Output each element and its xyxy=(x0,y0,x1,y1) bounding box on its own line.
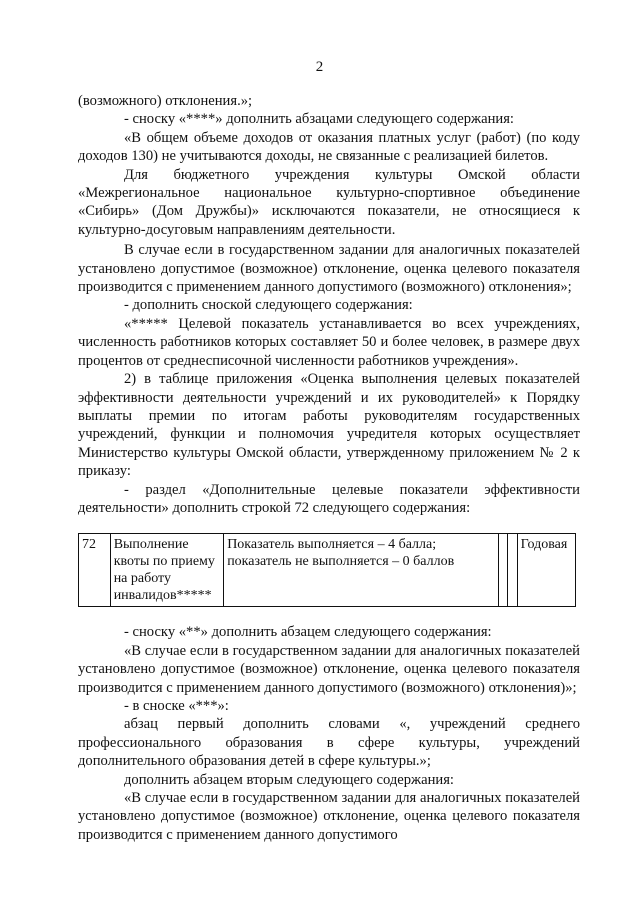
paragraph: «В случае если в государственном задании для аналогичных показателей установлено допустимое (возможное) отклонение, оценка целевого показателя производится с применением данного допустимого (возможного) отклонения)»; xyxy=(78,642,580,696)
period-cell: Годовая xyxy=(517,534,575,607)
row-number-cell: 72 xyxy=(79,534,111,607)
paragraph: (возможного) отклонения.»; xyxy=(78,93,253,109)
table-row xyxy=(79,534,576,607)
paragraph: Для бюджетного учреждения культуры Омской области «Межрегиональное национальное культурно-спортивное объединение «Сибирь» (Дом Дружбы)» исключаются показатели, не относящиеся к культурно-досуговым направлениям деятельности. xyxy=(78,166,580,238)
paragraph: «В общем объеме доходов от оказания платных услуг (работ) (по коду доходов 130) не учитываются доходы, не связанные с реализацией билетов. xyxy=(78,129,580,165)
paragraph: - дополнить сноской следующего содержания: xyxy=(124,297,413,314)
paragraph: - раздел «Дополнительные целевые показатели эффективности деятельности» дополнить строкой 72 следующего содержания: xyxy=(78,481,580,516)
paragraph: дополнить абзацем вторым следующего содержания: xyxy=(124,771,454,788)
paragraph: «***** Целевой показатель устанавливается во всех учреждениях, численность работников которых составляет 50 и более человек, в размере двух процентов от среднесписочной численности работников учреждения». xyxy=(78,315,580,369)
paragraph: абзац первый дополнить словами «, учреждений среднего профессионального образования в сфере культуры, учреждений дополнительного образования детей в сфере культуры.»; xyxy=(78,716,580,770)
indicator-name-cell: Выполнение квоты по приему на работу инвалидов***** xyxy=(110,534,224,607)
paragraph: - сноску «****» дополнить абзацами следующего содержания: xyxy=(124,111,514,128)
paragraph: - сноску «**» дополнить абзацем следующего содержания: xyxy=(124,624,492,641)
paragraph: - в сноске «***»: xyxy=(124,697,229,714)
document-body xyxy=(78,92,580,844)
page-number: 2 xyxy=(315,59,324,75)
paragraph: «В случае если в государственном задании для аналогичных показателей установлено допустимое (возможное) отклонение, оценка целевого показателя производится с применением данного допустимого xyxy=(78,790,580,843)
paragraph: 2) в таблице приложения «Оценка выполнения целевых показателей эффективности деятельности учреждений и их руководителей» к Порядку выплаты премии по итогам работы руководителям государственных учреждений, функции и полномочия учредителя которых осуществляет Министерство культуры Омской области, утвержденному приложением № 2 к приказу: xyxy=(78,371,580,480)
paragraph: В случае если в государственном задании для аналогичных показателей установлено допустимое (возможное) отклонение, оценка целевого показателя производится с применением данного допустимого (возможного) отклонения»; xyxy=(78,242,580,296)
empty-cell xyxy=(499,534,508,607)
scoring-cell: Показатель выполняется – 4 балла; показатель не выполняется – 0 баллов xyxy=(224,534,499,607)
added-table-row xyxy=(78,533,576,607)
empty-cell xyxy=(508,534,517,607)
